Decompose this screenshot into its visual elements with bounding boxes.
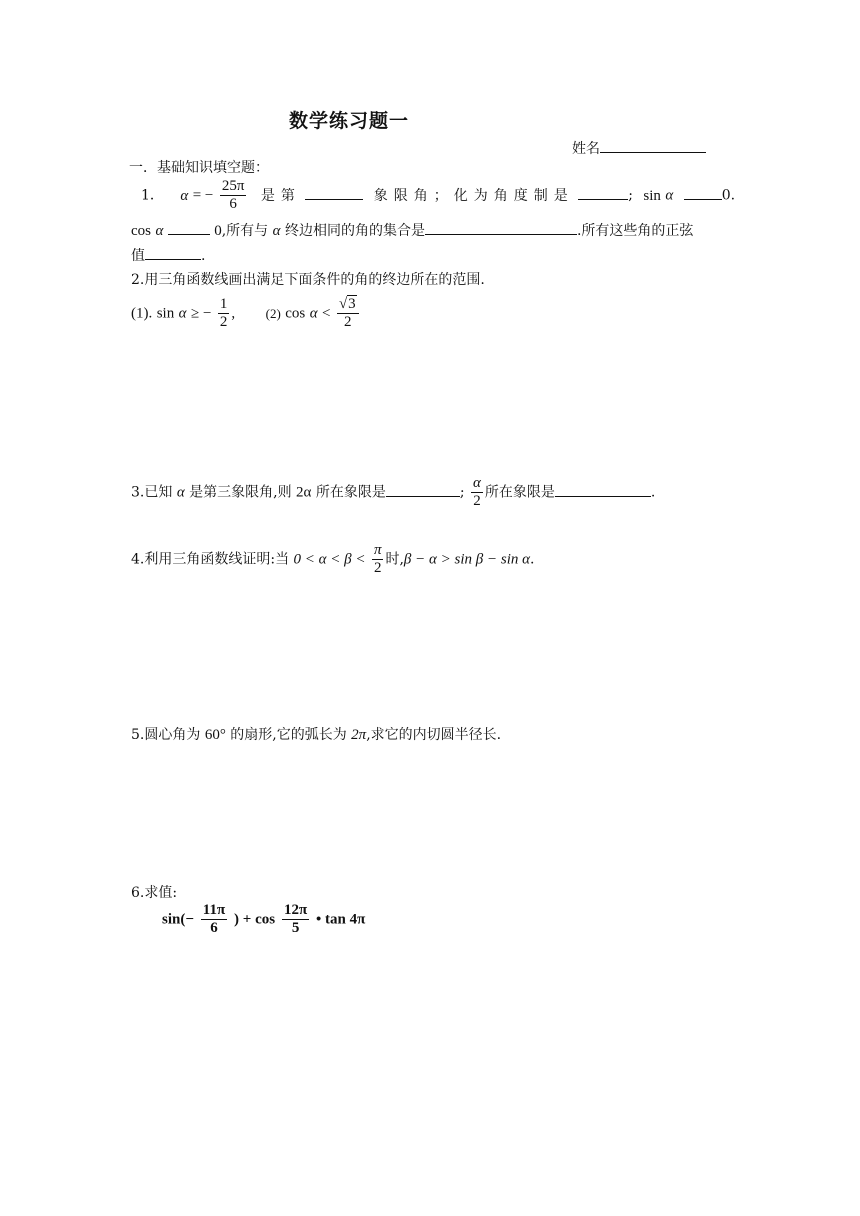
q4-prefix: 4.利用三角函数线证明:当 [131,551,290,568]
q2-p2-numerator: √3 [337,296,359,314]
section-heading: 一．基础知识填空题： [129,160,269,176]
q3-mid: 是第三象限角,则 [189,484,292,501]
q1-sin-alpha: α [665,187,674,204]
q6-tail: • tan 4π [316,911,366,928]
q1-blank-sin[interactable] [684,187,722,200]
q1-blank-set[interactable] [425,222,577,235]
q1-blank-degree[interactable] [578,187,628,200]
question-3 [131,475,655,510]
q6-f2-den: 5 [291,920,300,936]
question-2-text: 2.用三角函数线画出满足下面条件的角的终边所在的范围. [131,272,485,288]
q1-frac-den: 6 [229,196,237,212]
name-field[interactable] [572,138,706,158]
q2-p2-alpha: α [309,305,318,322]
q3-fraction [471,475,483,510]
q1-zero: 0 [214,223,222,239]
question-1-line-3 [131,245,205,265]
q1-alpha: α [180,187,189,204]
q2-p2-num: 3 [348,296,356,312]
q1-val-text: 值 [131,248,145,264]
q6-f2-num: 12π [283,902,308,918]
q1-end: . [201,248,206,264]
q1-set-alpha: α [272,223,281,239]
q4-mid: 时, [385,551,404,568]
q4-frac-den: 2 [373,560,382,576]
q2-p2-lt: < [322,305,331,322]
q1-is-text: 是第 [260,187,301,204]
q1-blank-cos[interactable] [168,222,210,235]
q2-p1-comma: , [231,305,236,322]
q6-fraction-1 [201,902,227,937]
q2-p1-den: 2 [219,314,228,330]
question-6-expression [162,902,365,937]
name-label: 姓名 [572,141,600,157]
q1-equals: = − [192,187,214,204]
q1-fraction [220,178,247,213]
q2-p1-fraction [218,296,230,331]
question-2-parts [131,296,361,331]
q1-number: 1． [141,187,164,204]
q1-set-text: ,所有与 [221,223,269,239]
q3-frac-num: α [473,475,481,491]
q2-p2-fraction [337,296,359,331]
page-title: 数学练习题一 [289,110,410,132]
q3-alpha: α [176,484,185,501]
q4-expression: β − α > sin β − sin α [403,551,530,568]
q6-f1-num: 11π [202,902,226,918]
q1-cos: cos [131,223,151,239]
q4-inequality: 0 < α < β < [293,551,366,568]
question-1-line-2 [131,220,693,240]
q1-blank-value[interactable] [145,247,201,260]
q2-p1-num: 1 [219,296,228,312]
q6-fraction-2 [282,902,309,937]
q5-prefix: 5.圆心角为 [131,727,201,743]
question-5 [131,724,501,744]
q3-blank-1[interactable] [386,484,460,497]
q5-angle: 60° [204,727,226,743]
q1-frac-num: 25π [221,178,245,194]
q1-sin: sin [643,187,661,204]
question-6-text: 6.求值: [131,885,178,901]
q3-frac-den: 2 [473,493,481,509]
q4-fraction [372,542,384,577]
q6-f1-den: 6 [210,920,218,936]
q4-end: . [530,551,535,568]
q6-close-plus: ) + cos [234,911,276,928]
q1-after-sin: 0. [721,187,736,204]
q2-p2-den: 2 [344,314,352,330]
question-4 [131,542,534,577]
q2-p2-label: (2) [265,305,281,321]
q3-two-alpha: 2α [296,484,312,501]
q3-end: . [650,484,656,501]
q3-prefix: 3.已知 [131,484,173,501]
question-1-line-1: 1． α = − $\frac{25\pi}{6}$ 是第 象限角；化为角度制是 ; sin α 0. [141,178,736,212]
q1-set-text-3: .所有这些角的正弦 [576,223,694,239]
q3-semicolon: ; [459,484,465,501]
q1-set-text-2: 终边相同的角的集合是 [284,223,425,239]
q1-blank-quadrant[interactable] [305,187,363,200]
name-blank[interactable] [600,140,706,153]
q3-mid-3: 所在象限是 [484,484,555,501]
q2-p1-label: (1). [131,305,153,322]
q6-sin-open: sin(− [162,911,194,928]
q3-blank-2[interactable] [555,484,651,497]
q1-cos-alpha: α [155,223,164,239]
q2-p1-sin: sin [156,305,175,322]
q3-mid-2: 所在象限是 [315,484,386,501]
q2-p1-alpha: α [178,305,187,322]
q2-p1-geq: ≥ − [191,305,212,322]
q5-mid: 的扇形,它的弧长为 [230,727,347,743]
q5-end: ,求它的内切圆半径长. [366,727,502,743]
q1-quadrant-text: 象限角；化为角度制是 [373,187,574,204]
q4-frac-num: π [373,542,382,558]
q5-arc: 2π [351,727,367,743]
q2-p2-cos: cos [285,305,306,322]
